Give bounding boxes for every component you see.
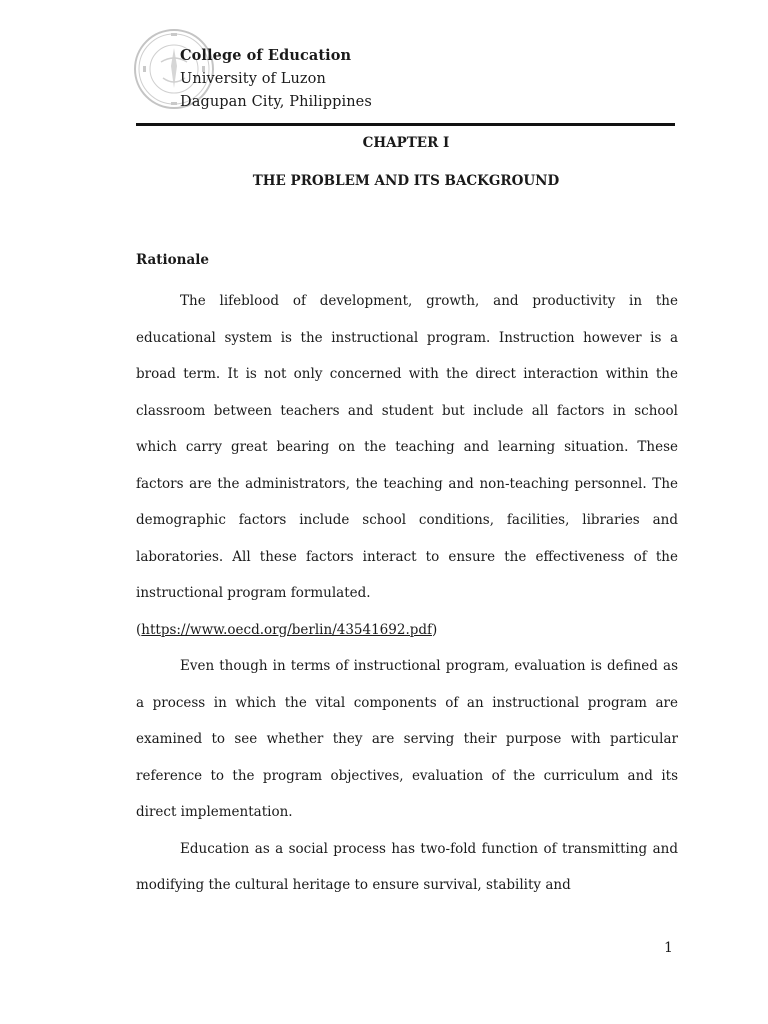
- university-name: University of Luzon: [180, 70, 326, 87]
- citation: [136, 612, 678, 649]
- paragraph-2: Even though in terms of instructional program, evaluation is defined as a process in which the vital components of an instructional program are examined to see whether they are serving their purpose with particular reference to the program objectives, evaluation of the curriculum and its direct implementation.: [136, 658, 678, 820]
- section-title: Rationale: [136, 252, 209, 268]
- citation-link[interactable]: https://www.oecd.org/berlin/43541692.pdf: [141, 621, 433, 638]
- document-body: [136, 283, 678, 904]
- citation-open: (: [136, 621, 142, 638]
- university-city: Dagupan City, Philippines: [180, 94, 372, 110]
- page-number: 1: [664, 940, 673, 956]
- citation-close: ): [432, 621, 438, 638]
- chapter-title: THE PROBLEM AND ITS BACKGROUND: [252, 173, 560, 189]
- chapter-number: CHAPTER I: [362, 135, 450, 151]
- college-name: College of Education: [180, 47, 352, 64]
- paragraph-3: Education as a social process has two-fold function of transmitting and modifying the cultural heritage to ensure survival, stability and: [136, 840, 678, 893]
- paragraph-1: The lifeblood of development, growth, and productivity in the educational system is the instructional program. Instruction however is a broad term. It is not only concerned with the direct interaction within the classroom between teachers and student but include all factors in school which carry great bearing on the teaching and learning situation. These factors are the administrators, the teaching and non-teaching personnel. The demographic factors include school conditions, facilities, libraries and laboratories. All these factors interact to ensure the effectiveness of the instructional program formulated.: [136, 293, 678, 601]
- header-divider: [136, 123, 675, 126]
- institution-header: [180, 44, 372, 115]
